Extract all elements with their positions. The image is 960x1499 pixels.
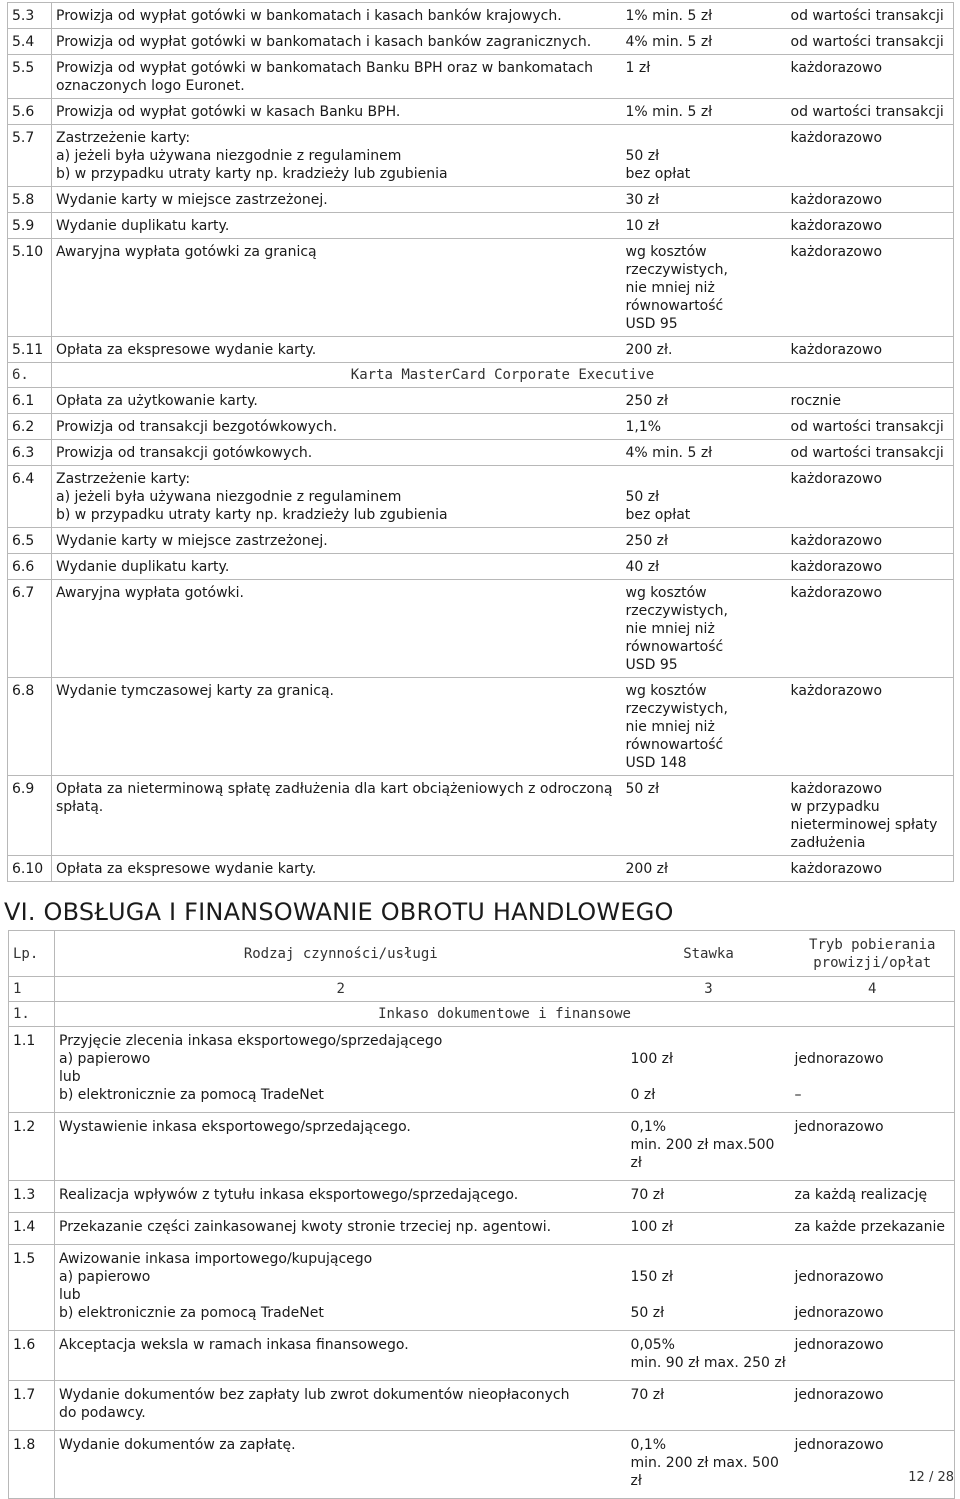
row-rate: [622, 55, 787, 99]
row-number: 5.11: [8, 337, 52, 363]
cell-line: [631, 1250, 787, 1268]
cell-line: każdorazowo: [790, 533, 883, 549]
row-description: [52, 213, 622, 239]
cell-line: zadłużenia: [790, 835, 866, 851]
table-row: [8, 554, 954, 580]
row-mode: [787, 29, 954, 55]
cell-line: każdorazowo: [790, 683, 883, 699]
table-row: [8, 414, 954, 440]
column-numbers-row: [9, 977, 955, 1002]
cell-line: [631, 1068, 787, 1086]
cell-line: 200 zł: [625, 861, 668, 877]
cell-line: [626, 129, 783, 147]
colnum-3: 3: [627, 977, 791, 1002]
cell-line: Prowizja od wypłat gotówki w kasach Banku BPH.: [56, 104, 401, 120]
cell-line: Prowizja od transakcji bezgotówkowych.: [56, 419, 338, 435]
row-number: 1.8: [9, 1431, 55, 1499]
cell-line: Wydanie tymczasowej karty za granicą.: [56, 683, 334, 699]
cell-line: 10 zł: [625, 218, 660, 234]
row-description: [52, 678, 622, 776]
cell-line: [795, 1286, 951, 1304]
row-rate: [627, 1431, 791, 1499]
table-row: [8, 776, 954, 856]
row-description: [55, 1181, 627, 1213]
cell-line: nie mniej niż: [625, 280, 715, 296]
row-number: 1.5: [9, 1245, 55, 1331]
cell-line: wg kosztów: [625, 683, 707, 699]
row-description: [52, 239, 622, 337]
cell-line: od wartości transakcji: [790, 104, 944, 120]
row-description: [52, 776, 622, 856]
section-number: 1.: [9, 1002, 55, 1027]
row-mode: [787, 554, 954, 580]
row-rate: [627, 1381, 791, 1431]
cell-line: b) elektronicznie za pomocą TradeNet: [59, 1087, 324, 1103]
table-row: [9, 1431, 955, 1499]
row-description: [52, 187, 622, 213]
cell-line: jednorazowo: [794, 1305, 884, 1321]
row-mode: [787, 3, 954, 29]
row-description: [52, 125, 622, 187]
row-rate: [627, 1331, 791, 1381]
cell-line: 0 zł: [630, 1087, 656, 1103]
row-number: 6.8: [8, 678, 52, 776]
cell-line: każdorazowo: [790, 218, 883, 234]
table-row: [8, 466, 954, 528]
cell-line: Wydanie duplikatu karty.: [56, 559, 230, 575]
row-mode: [791, 1027, 955, 1113]
cell-line: 4% min. 5 zł: [625, 34, 713, 50]
cell-line: Prowizja od transakcji gotówkowych.: [56, 445, 313, 461]
cell-line: Opłata za ekspresowe wydanie karty.: [56, 342, 317, 358]
cell-line: [795, 1250, 951, 1268]
cell-line: USD 95: [625, 316, 678, 332]
table-row: [8, 55, 954, 99]
table-row: [9, 1245, 955, 1331]
cell-line: 1% min. 5 zł: [625, 8, 713, 24]
cell-line: min. 90 zł max. 250 zł: [630, 1355, 786, 1371]
cell-line: 200 zł.: [625, 342, 673, 358]
row-description: [55, 1331, 627, 1381]
row-mode: [787, 213, 954, 239]
row-description: [52, 528, 622, 554]
cell-line: jednorazowo: [794, 1051, 884, 1067]
table-row: [8, 337, 954, 363]
row-description: [55, 1381, 627, 1431]
row-mode: [787, 388, 954, 414]
cell-line: jednorazowo: [794, 1269, 884, 1285]
table-row: [8, 678, 954, 776]
cell-line: każdorazowo: [790, 244, 883, 260]
row-rate: [622, 776, 787, 856]
cell-line: 1% min. 5 zł: [625, 104, 713, 120]
row-mode: [787, 337, 954, 363]
row-number: 5.5: [8, 55, 52, 99]
row-mode: [791, 1331, 955, 1381]
cell-line: 70 zł: [630, 1387, 665, 1403]
header-lp: Lp.: [9, 931, 55, 977]
cell-line: jednorazowo: [794, 1119, 884, 1135]
row-rate: [622, 99, 787, 125]
row-rate: [627, 1027, 791, 1113]
cell-line: Awaryjna wypłata gotówki.: [56, 585, 244, 601]
row-rate: [627, 1113, 791, 1181]
row-number: 6.5: [8, 528, 52, 554]
row-mode: [791, 1113, 955, 1181]
cell-line: Opłata za użytkowanie karty.: [56, 393, 258, 409]
cell-line: Wydanie karty w miejsce zastrzeżonej.: [56, 192, 328, 208]
cell-line: a) papierowo: [59, 1051, 151, 1067]
header-row: [9, 931, 955, 977]
row-mode: [787, 466, 954, 528]
cell-line: 50 zł: [625, 148, 660, 164]
cell-line: lub: [59, 1069, 81, 1085]
cell-line: nie mniej niż: [625, 621, 715, 637]
table-row: [9, 1181, 955, 1213]
row-number: 6.10: [8, 856, 52, 882]
table-row: [9, 1331, 955, 1381]
row-mode: [787, 55, 954, 99]
cell-line: 1,1%: [625, 419, 662, 435]
cell-line: za każdą realizację: [794, 1187, 928, 1203]
row-number: 6.2: [8, 414, 52, 440]
cell-line: Awaryjna wypłata gotówki za granicą: [56, 244, 317, 260]
row-number: 5.10: [8, 239, 52, 337]
row-mode: [787, 187, 954, 213]
cell-line: nie mniej niż: [625, 719, 715, 735]
row-number: 1.3: [9, 1181, 55, 1213]
row-description: [55, 1431, 627, 1499]
row-number: 5.8: [8, 187, 52, 213]
cell-line: Prowizja od wypłat gotówki w bankomatach i kasach banków krajowych.: [56, 8, 562, 24]
row-rate: [622, 440, 787, 466]
row-description: [55, 1113, 627, 1181]
row-mode: [791, 1245, 955, 1331]
cell-line: za każde przekazanie: [794, 1219, 945, 1235]
table-row: [8, 856, 954, 882]
cell-line: Wydanie karty w miejsce zastrzeżonej.: [56, 533, 328, 549]
trade-finance-table: [8, 930, 955, 1499]
section-vi-title: VI. OBSŁUGA I FINANSOWANIE OBROTU HANDLOWEGO: [4, 898, 674, 926]
cell-line: Awizowanie inkasa importowego/kupującego: [59, 1251, 373, 1267]
table-row: [8, 29, 954, 55]
cell-line: 250 zł: [625, 393, 668, 409]
row-description: [55, 1213, 627, 1245]
cell-line: wg kosztów: [625, 585, 707, 601]
cell-line: każdorazowo: [790, 60, 883, 76]
cell-line: Opłata za ekspresowe wydanie karty.: [56, 861, 317, 877]
row-description: [52, 580, 622, 678]
cell-line: Opłata za nieterminową spłatę zadłużenia dla kart obciążeniowych z odroczoną: [56, 781, 613, 797]
row-rate: [622, 388, 787, 414]
table-row: [9, 1027, 955, 1113]
cell-line: 0,1%: [630, 1119, 667, 1135]
row-description: [52, 29, 622, 55]
header-desc: Rodzaj czynności/usługi: [55, 931, 627, 977]
row-number: 6.6: [8, 554, 52, 580]
cell-line: w przypadku: [790, 799, 880, 815]
cell-line: bez opłat: [625, 507, 691, 523]
section-number: 6.: [8, 363, 52, 388]
cell-line: od wartości transakcji: [790, 8, 944, 24]
cell-line: jednorazowo: [794, 1337, 884, 1353]
cell-line: do podawcy.: [59, 1405, 146, 1421]
cell-line: [631, 1032, 787, 1050]
cell-line: Przyjęcie zlecenia inkasa eksportowego/sprzedającego: [59, 1033, 443, 1049]
cell-line: od wartości transakcji: [790, 419, 944, 435]
header-mode: Tryb pobierania prowizji/opłat: [791, 931, 955, 977]
row-rate: [622, 337, 787, 363]
cell-line: Akceptacja weksla w ramach inkasa finansowego.: [59, 1337, 409, 1353]
row-rate: [622, 414, 787, 440]
row-mode: [787, 856, 954, 882]
cell-line: równowartość: [625, 737, 724, 753]
cell-line: Realizacja wpływów z tytułu inkasa eksportowego/sprzedającego.: [59, 1187, 519, 1203]
colnum-1: 1: [9, 977, 55, 1002]
cell-line: 50 zł: [625, 489, 660, 505]
cell-line: 1 zł: [625, 60, 651, 76]
row-description: [55, 1027, 627, 1113]
section-heading: [4, 898, 960, 926]
row-number: 5.9: [8, 213, 52, 239]
cell-line: Prowizja od wypłat gotówki w bankomatach Banku BPH oraz w bankomatach: [56, 60, 594, 76]
row-mode: [787, 239, 954, 337]
cell-line: Wystawienie inkasa eksportowego/sprzedającego.: [59, 1119, 411, 1135]
cell-line: jednorazowo: [794, 1387, 884, 1403]
row-mode: [787, 776, 954, 856]
cell-line: każdorazowo: [790, 471, 883, 487]
cell-line: USD 148: [625, 755, 687, 771]
row-rate: [627, 1245, 791, 1331]
cell-line: równowartość: [625, 639, 724, 655]
row-number: 1.6: [9, 1331, 55, 1381]
row-rate: [622, 466, 787, 528]
fees-table-cards: [7, 2, 960, 882]
cell-line: b) elektronicznie za pomocą TradeNet: [59, 1305, 324, 1321]
cell-line: każdorazowo: [790, 781, 883, 797]
row-rate: [622, 856, 787, 882]
table-row: [8, 440, 954, 466]
section-6-header: [8, 363, 954, 388]
cell-line: Wydanie duplikatu karty.: [56, 218, 230, 234]
cell-line: rocznie: [790, 393, 841, 409]
cell-line: rzeczywistych,: [625, 603, 728, 619]
row-number: 5.4: [8, 29, 52, 55]
cell-line: min. 200 zł max.500 zł: [630, 1137, 775, 1171]
table-row: [8, 388, 954, 414]
cell-line: każdorazowo: [790, 342, 883, 358]
cell-line: 30 zł: [625, 192, 660, 208]
cell-line: wg kosztów: [625, 244, 707, 260]
cell-line: każdorazowo: [790, 192, 883, 208]
row-rate: [622, 213, 787, 239]
row-rate: [622, 29, 787, 55]
cell-line: jednorazowo: [794, 1437, 884, 1453]
row-rate: [622, 187, 787, 213]
cell-line: każdorazowo: [790, 585, 883, 601]
row-rate: [627, 1181, 791, 1213]
cell-line: 70 zł: [630, 1187, 665, 1203]
cell-line: USD 95: [625, 657, 678, 673]
cell-line: każdorazowo: [790, 130, 883, 146]
row-description: [55, 1245, 627, 1331]
row-description: [52, 554, 622, 580]
cell-line: b) w przypadku utraty karty np. kradzieży lub zgubienia: [56, 507, 448, 523]
cell-line: każdorazowo: [790, 861, 883, 877]
cell-line: Prowizja od wypłat gotówki w bankomatach i kasach banków zagranicznych.: [56, 34, 592, 50]
cell-line: spłatą.: [56, 799, 104, 815]
cell-line: 4% min. 5 zł: [625, 445, 713, 461]
row-description: [52, 856, 622, 882]
table-row: [8, 3, 954, 29]
section-title: Karta MasterCard Corporate Executive: [52, 363, 954, 388]
table-row: [9, 1213, 955, 1245]
cell-line: 50 zł: [630, 1305, 665, 1321]
row-number: 6.9: [8, 776, 52, 856]
cell-line: 40 zł: [625, 559, 660, 575]
row-number: 1.7: [9, 1381, 55, 1431]
table-row: [8, 99, 954, 125]
table-row: [8, 125, 954, 187]
row-number: 6.4: [8, 466, 52, 528]
row-mode: [787, 580, 954, 678]
cell-line: [795, 1032, 951, 1050]
cell-line: 150 zł: [630, 1269, 673, 1285]
row-mode: [787, 440, 954, 466]
cell-line: b) w przypadku utraty karty np. kradzieży lub zgubienia: [56, 166, 448, 182]
row-mode: [791, 1431, 955, 1499]
cell-line: [626, 470, 783, 488]
card-fees-table: [7, 2, 954, 882]
row-mode: [787, 125, 954, 187]
cell-line: 50 zł: [625, 781, 660, 797]
cell-line: bez opłat: [625, 166, 691, 182]
table-row: [8, 213, 954, 239]
row-number: 5.6: [8, 99, 52, 125]
row-number: 5.7: [8, 125, 52, 187]
colnum-4: 4: [791, 977, 955, 1002]
cell-line: a) jeżeli była używana niezgodnie z regulaminem: [56, 148, 402, 164]
header-rate: Stawka: [627, 931, 791, 977]
cell-line: Zastrzeżenie karty:: [56, 471, 191, 487]
table-row: [8, 239, 954, 337]
table-row: [8, 187, 954, 213]
row-number: 5.3: [8, 3, 52, 29]
row-description: [52, 55, 622, 99]
row-number: 6.1: [8, 388, 52, 414]
row-description: [52, 440, 622, 466]
row-description: [52, 388, 622, 414]
cell-line: min. 200 zł max. 500 zł: [630, 1455, 779, 1489]
row-rate: [622, 3, 787, 29]
cell-line: a) papierowo: [59, 1269, 151, 1285]
cell-line: rzeczywistych,: [625, 701, 728, 717]
row-rate: [622, 580, 787, 678]
cell-line: Wydanie dokumentów za zapłatę.: [59, 1437, 296, 1453]
row-description: [52, 466, 622, 528]
cell-line: nieterminowej spłaty: [790, 817, 938, 833]
row-description: [52, 3, 622, 29]
cell-line: [795, 1068, 951, 1086]
row-mode: [787, 678, 954, 776]
row-number: 6.7: [8, 580, 52, 678]
row-number: 1.2: [9, 1113, 55, 1181]
row-number: 1.4: [9, 1213, 55, 1245]
table-row: [9, 1113, 955, 1181]
cell-line: Zastrzeżenie karty:: [56, 130, 191, 146]
cell-line: Przekazanie części zainkasowanej kwoty stronie trzeciej np. agentowi.: [59, 1219, 552, 1235]
row-number: 6.3: [8, 440, 52, 466]
cell-line: 100 zł: [630, 1051, 673, 1067]
table-row: [8, 580, 954, 678]
cell-line: 0,05%: [630, 1337, 675, 1353]
cell-line: od wartości transakcji: [790, 445, 944, 461]
cell-line: 0,1%: [630, 1437, 667, 1453]
row-rate: [622, 528, 787, 554]
cell-line: każdorazowo: [790, 559, 883, 575]
row-mode: [787, 414, 954, 440]
row-rate: [627, 1213, 791, 1245]
row-mode: [791, 1213, 955, 1245]
row-description: [52, 414, 622, 440]
row-mode: [791, 1181, 955, 1213]
cell-line: rzeczywistych,: [625, 262, 728, 278]
section-title: Inkaso dokumentowe i finansowe: [55, 1002, 955, 1027]
cell-line: Wydanie dokumentów bez zapłaty lub zwrot dokumentów nieopłaconych: [59, 1387, 570, 1403]
page-number: 12 / 28: [908, 1470, 954, 1485]
cell-line: –: [794, 1087, 802, 1103]
cell-line: równowartość: [625, 298, 724, 314]
row-number: 1.1: [9, 1027, 55, 1113]
table-row: [9, 1381, 955, 1431]
row-description: [52, 99, 622, 125]
cell-line: od wartości transakcji: [790, 34, 944, 50]
row-description: [52, 337, 622, 363]
cell-line: 250 zł: [625, 533, 668, 549]
cell-line: a) jeżeli była używana niezgodnie z regulaminem: [56, 489, 402, 505]
row-rate: [622, 239, 787, 337]
row-mode: [787, 528, 954, 554]
row-rate: [622, 678, 787, 776]
row-rate: [622, 125, 787, 187]
row-mode: [791, 1381, 955, 1431]
row-mode: [787, 99, 954, 125]
cell-line: oznaczonych logo Euronet.: [56, 78, 245, 94]
colnum-2: 2: [55, 977, 627, 1002]
table-row: [8, 528, 954, 554]
row-rate: [622, 554, 787, 580]
section-1-header: [9, 1002, 955, 1027]
cell-line: lub: [59, 1287, 81, 1303]
cell-line: [631, 1286, 787, 1304]
trade-finance-table-wrap: [8, 930, 960, 1499]
cell-line: 100 zł: [630, 1219, 673, 1235]
